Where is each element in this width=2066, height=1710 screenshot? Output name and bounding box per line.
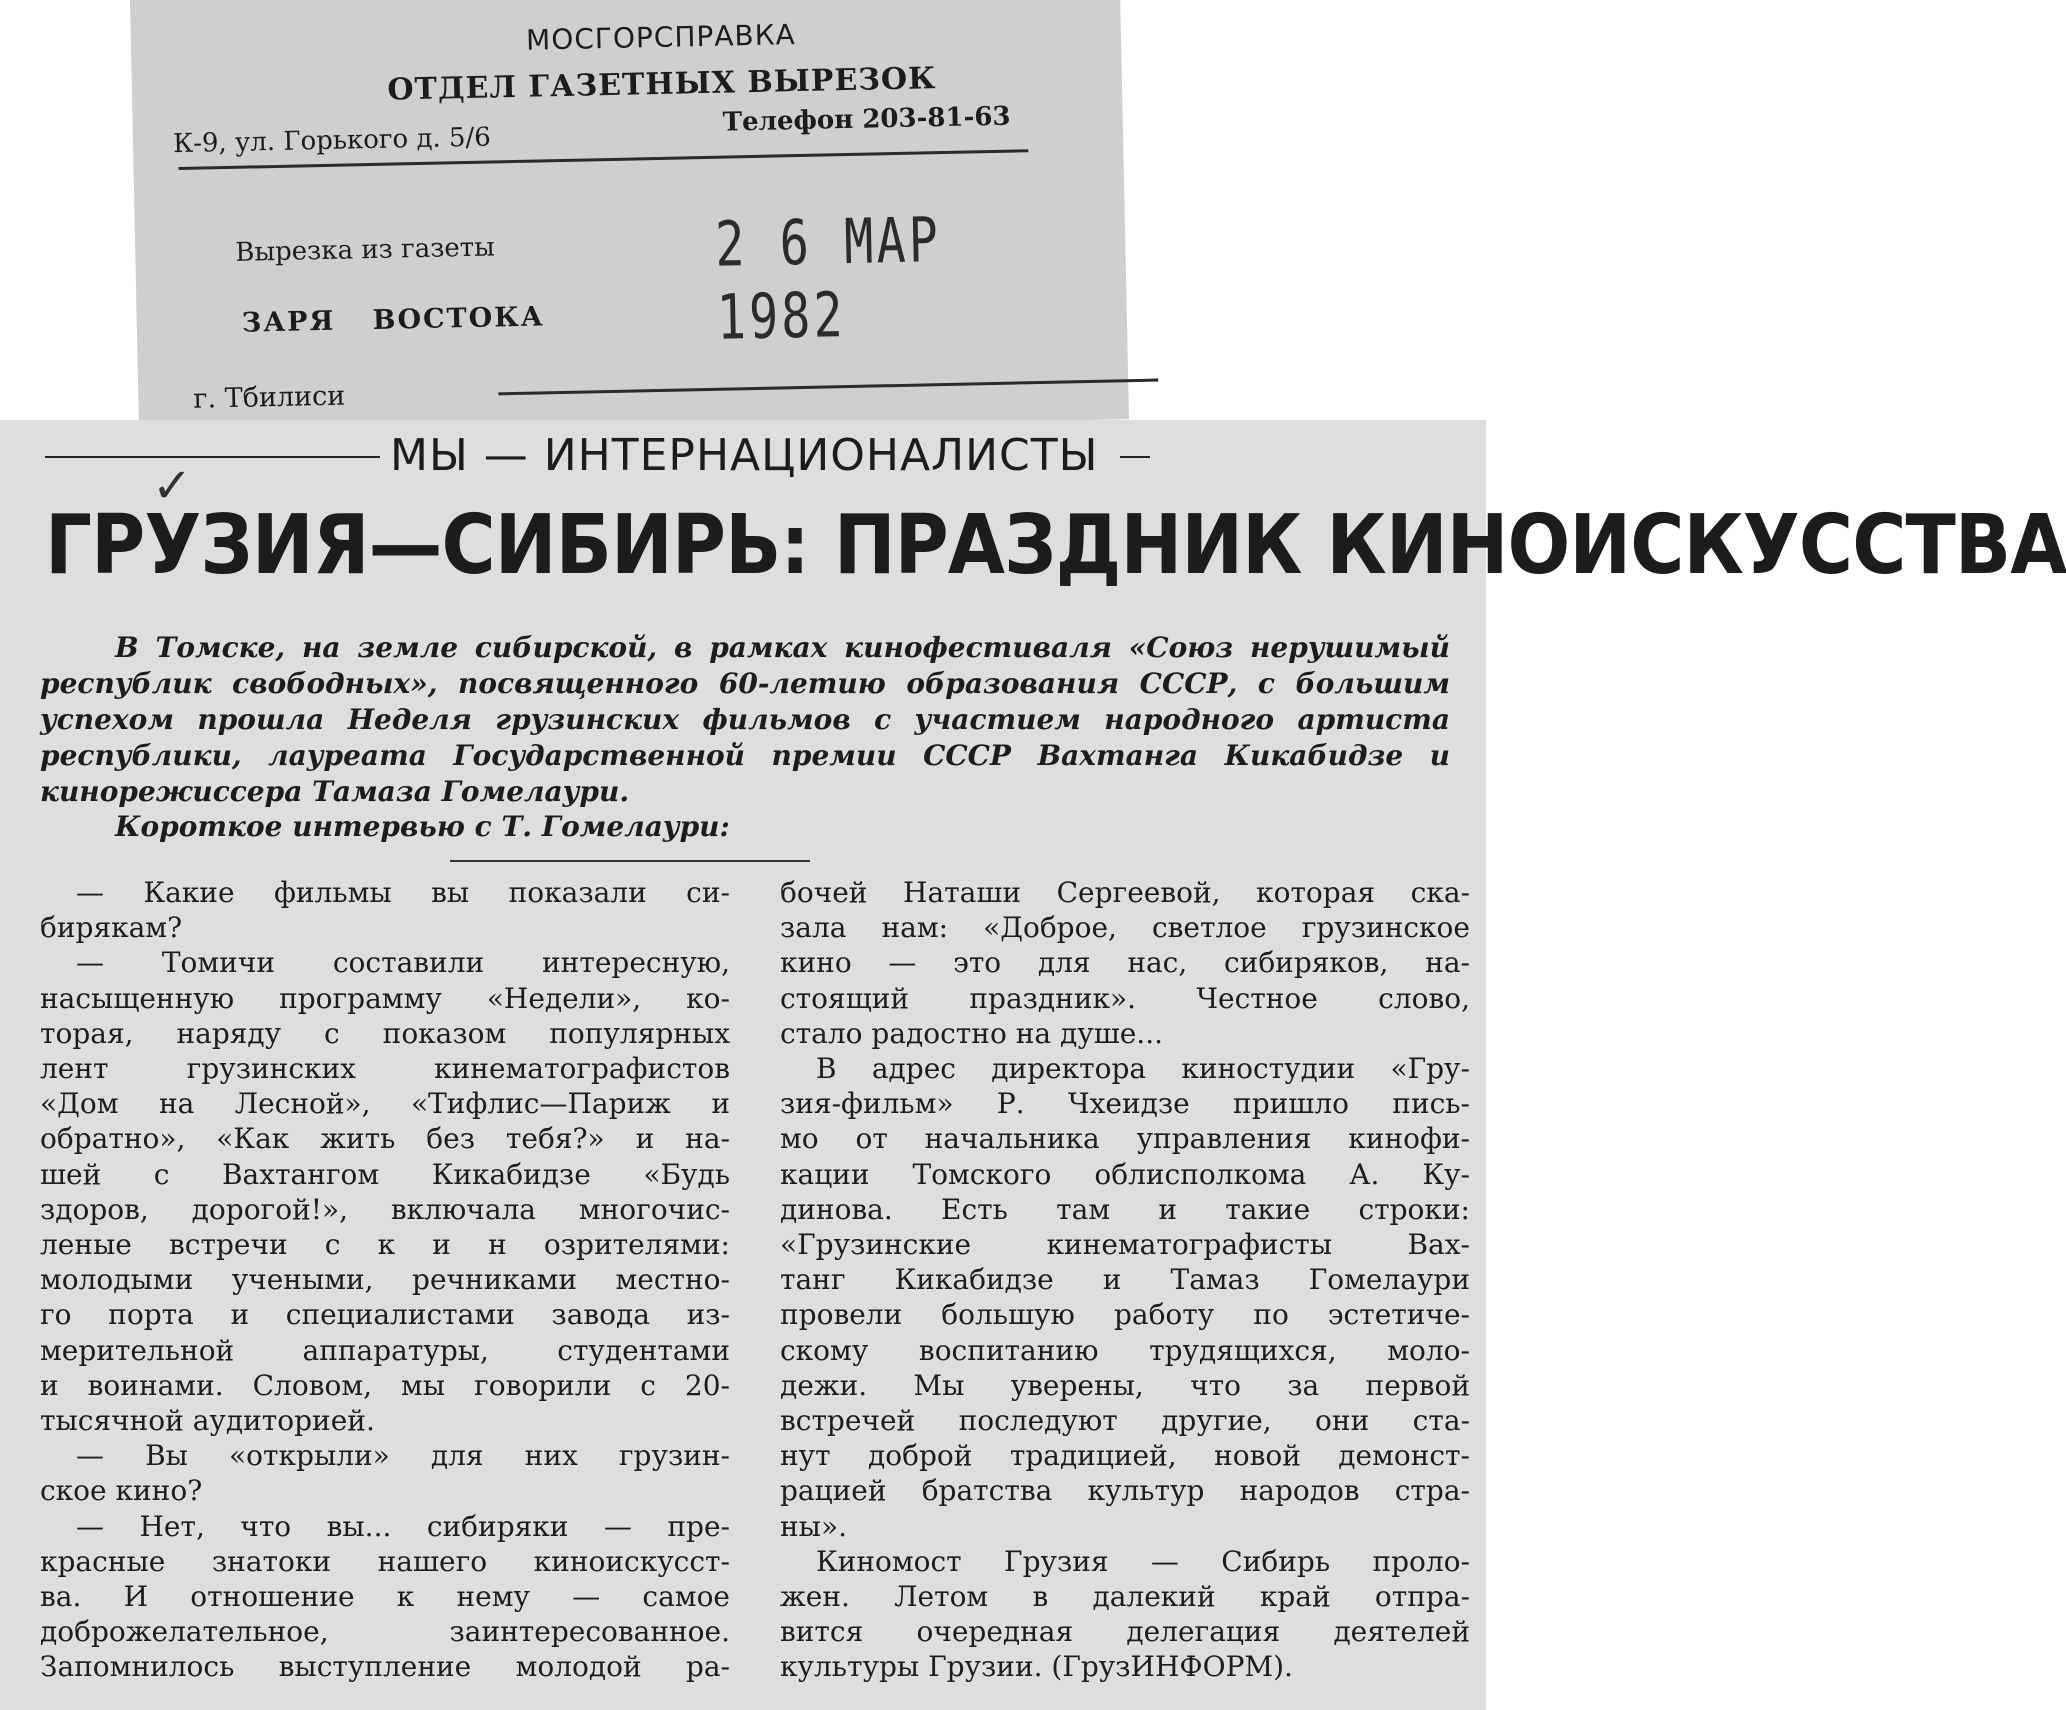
text-line: скому воспитанию трудящихся, моло- <box>780 1333 1470 1367</box>
rubric-line-left <box>45 456 380 458</box>
agency-name: МОСГОРСПРАВКА <box>525 18 797 57</box>
phone-number: Телефон 203-81-63 <box>722 101 1011 138</box>
text-line: го порта и специалистами завода из- <box>40 1298 730 1332</box>
text-line: провели большую работу по эстетиче- <box>780 1298 1470 1332</box>
text-line: зия-фильм» Р. Чхеидзе пришло пись- <box>780 1087 1470 1121</box>
text-line: и воинами. Словом, мы говорили с 20- <box>40 1368 730 1402</box>
text-line: «Дом на Лесной», «Тифлис—Париж и <box>40 1087 730 1121</box>
text-line: Запомнилось выступление молодой ра- <box>40 1650 730 1684</box>
text-line: красные знатоки нашего киноискусст- <box>40 1544 730 1578</box>
text-line: бочей Наташи Сергеевой, которая ска- <box>780 876 1470 909</box>
city-name: г. Тбилиси <box>193 380 346 415</box>
text-line: «Грузинские кинематографисты Вах- <box>780 1228 1470 1262</box>
text-line: леные встречи с к и н озрителями: <box>40 1228 730 1262</box>
text-line: ское кино? <box>40 1474 203 1508</box>
check-mark-icon: ✓ <box>152 458 193 514</box>
text-line: стало радостно на душе... <box>780 1016 1163 1050</box>
text-line: лент грузинских кинематографистов <box>40 1052 730 1086</box>
clipping-service-label <box>130 0 1129 440</box>
text-line: зала нам: «Доброе, светлое грузинское <box>780 911 1470 945</box>
text-line: бирякам? <box>40 911 183 945</box>
text-line: кино — это для нас, сибиряков, на- <box>780 946 1470 980</box>
text-line: вится очередная делегация деятелей <box>780 1615 1470 1649</box>
text-line: — Томичи составили интересную, <box>76 946 730 980</box>
text-line: — Какие фильмы вы показали си- <box>76 876 730 909</box>
text-line: рацией братства культур народов стра- <box>780 1474 1470 1508</box>
label-bottom-divider <box>498 379 1158 396</box>
text-line: мо от начальника управления кинофи- <box>780 1122 1470 1156</box>
text-line: встречей последуют другие, они ста- <box>780 1404 1470 1438</box>
text-line: В адрес директора киностудии «Гру- <box>816 1052 1470 1086</box>
lead-paragraph: В Томске, на земле сибирской, в рамках кинофестиваля «Союз нерушимый республик свободных», посвященного 60-летию образования СССР, с большим успехом прошла Неделя грузинских фильмов с участием народного артиста республики, лауреата Государственной премии СССР Вахтанга Кикабидзе и кинорежиссера Тамаза Гомелаури. <box>40 631 1450 808</box>
text-line: — Вы «открыли» для них грузин- <box>76 1439 730 1473</box>
cut-from-caption: Вырезка из газеты <box>235 232 496 268</box>
text-line: доброжелательное, заинтересованное. <box>40 1615 730 1649</box>
text-line: дежи. Мы уверены, что за первой <box>780 1368 1470 1402</box>
rubric-line-right <box>1120 456 1150 458</box>
text-column-1 <box>40 875 730 1685</box>
text-line: культуры Грузии. (ГрузИНФОРМ). <box>780 1650 1293 1684</box>
text-line: нут доброй традицией, новой демонст- <box>780 1439 1470 1473</box>
headline: ГРУЗИЯ—СИБИРЬ: ПРАЗДНИК КИНОИСКУССТВА <box>45 498 2066 593</box>
text-line: стоящий праздник». Честное слово, <box>780 981 1470 1015</box>
text-line: торая, наряду с показом популярных <box>40 1016 730 1050</box>
department-name: ОТДЕЛ ГАЗЕТНЫХ ВЫРЕЗОК <box>387 61 937 108</box>
date-stamp: 2 6 МАР 1982 <box>714 203 942 354</box>
rubric-title: МЫ — ИНТЕРНАЦИОНАЛИСТЫ <box>390 430 1099 481</box>
text-line: шей с Вахтангом Кикабидзе «Будь <box>40 1157 730 1191</box>
intro-underline <box>450 860 810 862</box>
address: К-9, ул. Горького д. 5/6 <box>172 122 492 160</box>
text-line: мерительной аппаратуры, студентами <box>40 1333 730 1367</box>
newspaper-article <box>0 420 2066 1710</box>
text-column-2 <box>780 875 1470 1685</box>
interview-intro: Короткое интервью с Т. Гомелаури: <box>115 810 730 843</box>
text-line: кации Томского облисполкома А. Ку- <box>780 1157 1470 1191</box>
text-line: обратно», «Как жить без тебя?» и на- <box>40 1122 730 1156</box>
text-line: здоров, дорогой!», включала многочис- <box>40 1192 730 1226</box>
text-line: ва. И отношение к нему — самое <box>40 1580 730 1614</box>
text-line: жен. Летом в далекий край отпра- <box>780 1580 1470 1614</box>
text-line: Киномост Грузия — Сибирь проло- <box>816 1544 1470 1578</box>
text-line: динова. Есть там и такие строки: <box>780 1192 1470 1226</box>
text-line: молодыми учеными, речниками местно- <box>40 1263 730 1297</box>
text-line: — Нет, что вы... сибиряки — пре- <box>76 1509 730 1543</box>
text-line: танг Кикабидзе и Тамаз Гомелаури <box>780 1263 1470 1297</box>
newspaper-name: ЗАРЯ ВОСТОКА <box>241 301 546 339</box>
text-line: тысячной аудиторией. <box>40 1404 375 1438</box>
text-line: насыщенную программу «Недели», ко- <box>40 981 730 1015</box>
text-line: ны». <box>780 1509 847 1543</box>
